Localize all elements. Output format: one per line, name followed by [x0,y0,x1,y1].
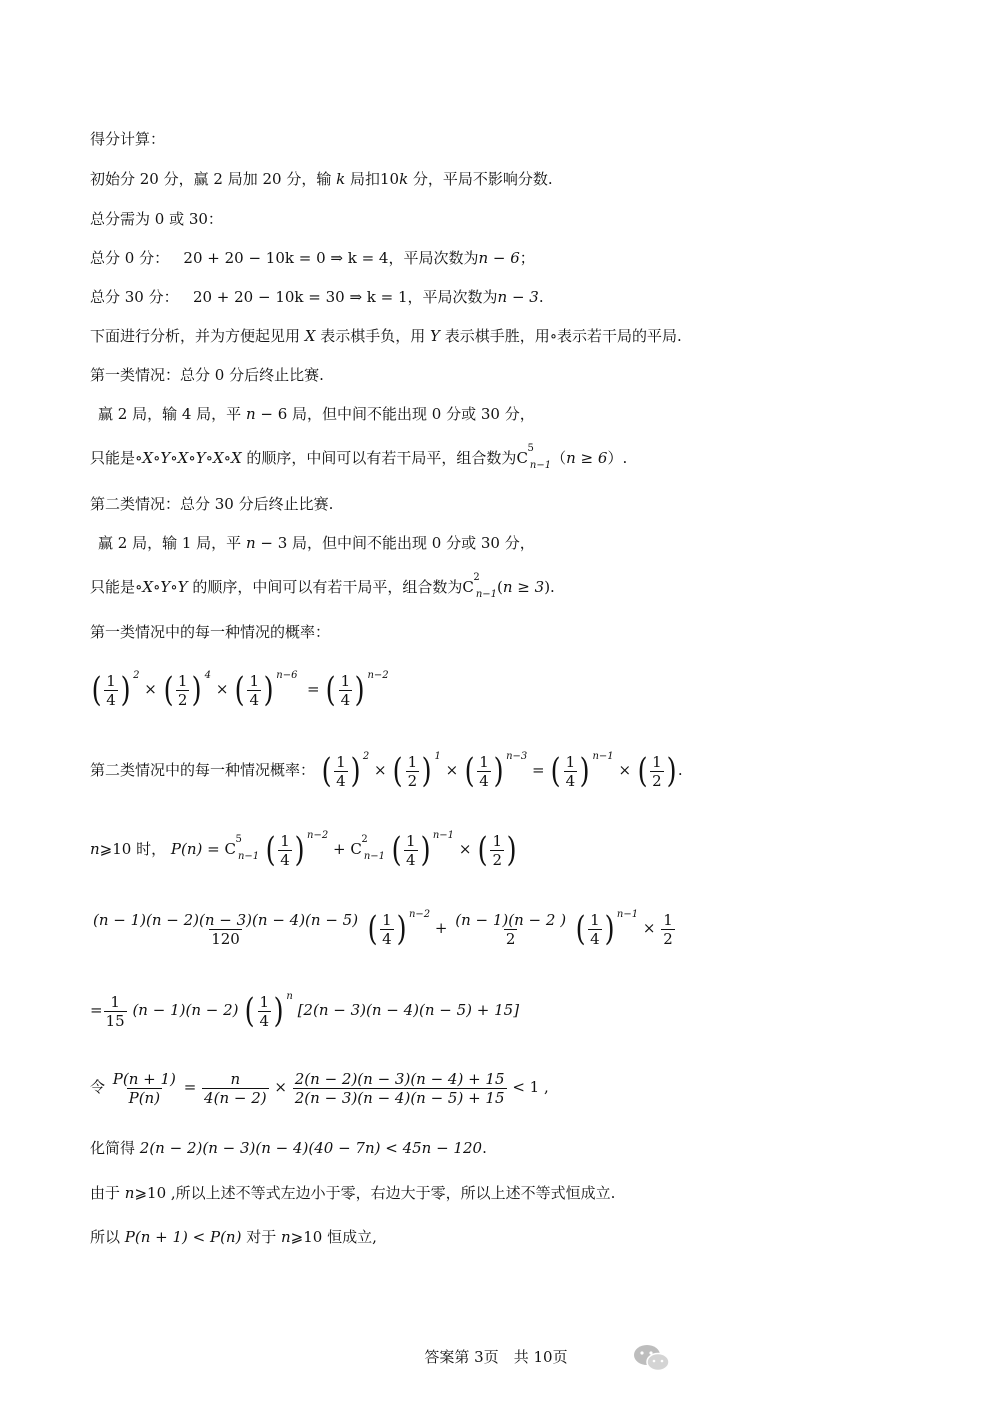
simplified-inequality: 化简得 2(n − 2)(n − 3)(n − 4)(40 − 7n) < 45n − 120. [90,1139,487,1157]
case-one-heading: 第一类情况：总分 0 分后终止比赛. [90,366,324,384]
combination-c2: C 2 $_{n-1}$ [462,572,498,600]
case-two-desc: 赢 2 局，输 1 局，平 n − 3 局，但中间不能出现 0 分或 30 分， [98,534,535,552]
wechat-icon [632,1342,672,1374]
combination-c5: C 5 $_{n-1}$ [516,443,552,471]
pn-expanded: $\frac{(n - 1)(n - 2)(n - 3)(n - 4)(n - 5)}{120}$ ( 1 4 ) $^{n-2}$ + $\frac{(n - 1)(n - 2 )}{2}$ ( 1 4 ) $^{n-1}$ × $\frac{1}{2}$ [93,909,673,949]
page-footer: 答案第 3页 共 10页 [424,1348,568,1366]
notation-intro: 下面进行分析，并为方便起见用 X 表示棋手负，用 Y 表示棋手胜，用∘表示若干局的平局. [90,327,682,345]
case-two-prob-formula: 第二类情况中的每一种情况概率： ( 1 4 ) $^2$ × ( 1 2 ) $^1$ × ( 1 4 ) $^{n-3}$ = ( 1 4 ) $^{n-1}$ × ( 1 2 ) . [90,751,683,791]
case-one-prob-heading: 第一类情况中的每一种情况的概率： [90,623,331,641]
pn-simplified: = $\frac{1}{15}$ (n − 1)(n − 2) ( 1 4 ) $^n$ [2(n − 3)(n − 4)(n − 5) + 15] [90,991,520,1031]
total-score-condition: 总分需为 0 或 30： [90,210,223,228]
case-one-order: 只能是∘X∘Y∘X∘Y∘X∘X 的顺序，中间可以有若干局平，组合数为C 5 $_{n-1}$（n ≥ 6）. [90,443,628,471]
case-two-order: 只能是∘X∘Y∘Y 的顺序，中间可以有若干局平，组合数为C 2 $_{n-1}$(n ≥ 3). [90,572,555,600]
pn-definition: n⩾10 时， P(n) = C 5 $_{n-1}$ ( 1 4 ) $^{n-2}$ + C 2 $_{n-1}$ ( 1 4 ) $^{n-1}$ × ( 1 2 ) [90,830,517,870]
case-two-heading: 第二类情况：总分 30 分后终止比赛. [90,495,334,513]
case-one-prob-formula: ( 1 4 ) $^2$ × ( 1 2 ) $^4$ × ( 1 4 ) $^{n-6}$ = ( 1 4 ) $^{n-2}$ [91,670,389,710]
section-heading: 得分计算： [90,130,166,148]
case-one-desc: 赢 2 局，输 4 局，平 n − 6 局，但中间不能出现 0 分或 30 分， [98,405,535,423]
ratio-inequality: 令 $\frac{P(n + 1)}{P(n)}$ = $\frac{n}{4(n - 2)}$ × $\frac{2(n - 2)(n - 3)(n - 4) + 15}{2(n - 3)(n - 4)(n - 5) + 15}$ < 1 , [90,1069,549,1107]
case-score-30: 总分 30 分： 20 + 20 − 10k = 30 ⇒ k = 1，平局次数为n − 3. [90,288,544,306]
case-score-0: 总分 0 分： 20 + 20 − 10k = 0 ⇒ k = 4，平局次数为n − 6； [90,249,535,267]
scoring-rule: 初始分 20 分，赢 2 局加 20 分，输 k 局扣10k 分，平局不影响分数. [90,170,553,188]
inequality-reason: 由于 n⩾10 ,所以上述不等式左边小于零，右边大于零，所以上述不等式恒成立. [90,1184,616,1202]
conclusion: 所以 P(n + 1) < P(n) 对于 n⩾10 恒成立, [90,1228,377,1246]
